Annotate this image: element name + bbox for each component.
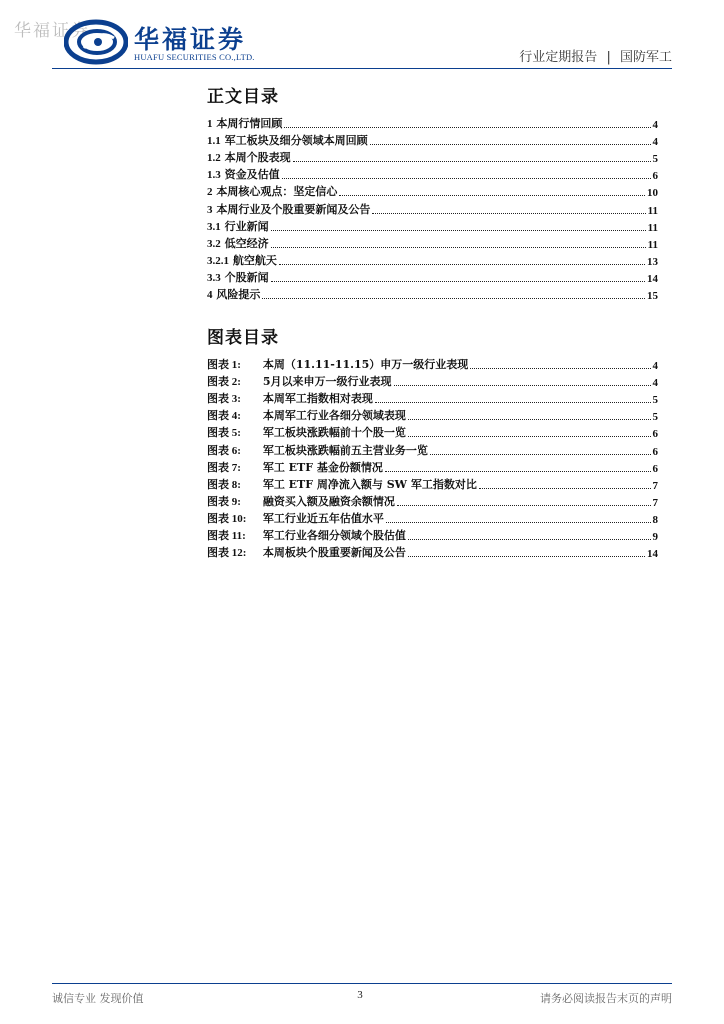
dot-leader xyxy=(470,367,650,369)
figure-entry[interactable] xyxy=(207,526,658,543)
figure-entry-page: 14 xyxy=(647,548,658,561)
figure-entry-label xyxy=(207,493,395,509)
toc-entry-page: 10 xyxy=(647,187,658,200)
toc-entry-label xyxy=(207,201,370,217)
dot-leader xyxy=(397,504,651,506)
dot-leader xyxy=(430,453,651,455)
figure-entry-number: 图表 2: xyxy=(207,376,241,389)
toc-entry-number: 3.2.1 xyxy=(207,254,229,267)
figure-entry[interactable] xyxy=(207,492,658,509)
figure-entry-text: 军工板块涨跌幅前十个股一览 xyxy=(262,426,406,440)
dot-leader xyxy=(293,160,651,162)
toc-entry-label xyxy=(207,115,282,131)
dot-leader xyxy=(394,384,651,386)
dot-leader xyxy=(370,143,651,145)
dot-leader xyxy=(284,126,650,128)
toc-entry[interactable] xyxy=(207,251,658,268)
toc-entry-label xyxy=(207,269,269,285)
toc-entry-page: 11 xyxy=(647,238,658,251)
figure-entry-label xyxy=(207,510,384,526)
toc-entry[interactable] xyxy=(207,217,658,234)
figure-entry-page: 9 xyxy=(652,531,658,544)
figure-entry-page: 6 xyxy=(652,428,658,441)
figure-entry-number: 图表 9: xyxy=(207,495,241,508)
toc-entry-page: 13 xyxy=(647,255,658,268)
toc-entry[interactable] xyxy=(207,131,658,148)
figure-entry[interactable] xyxy=(207,458,658,475)
dot-leader xyxy=(408,418,651,420)
figure-entry-text: 军工板块涨跌幅前五主营业务一览 xyxy=(262,443,428,457)
figure-entry-page: 5 xyxy=(652,411,658,424)
toc-entry-text: 本周行业及个股重要新闻及公告 xyxy=(216,202,371,216)
toc-entry-number: 3.1 xyxy=(207,220,221,233)
figure-entry-text: 军工 ETF 周净流入额与 SW 军工指数对比 xyxy=(262,477,477,491)
figures-list xyxy=(207,355,658,560)
figure-entry-text: 5月以来申万一级行业表现 xyxy=(262,375,392,389)
figure-entry[interactable] xyxy=(207,389,658,406)
figure-entry-label xyxy=(207,407,406,423)
toc-entry-text: 本周行情回顾 xyxy=(216,117,283,131)
figure-entry[interactable] xyxy=(207,543,658,560)
header-divider xyxy=(52,68,672,69)
toc-entry-text: 航空航天 xyxy=(232,253,277,267)
toc-entry[interactable] xyxy=(207,148,658,165)
toc-entry-page: 14 xyxy=(647,272,658,285)
toc-entry-label xyxy=(207,218,269,234)
dot-leader xyxy=(279,263,645,265)
dot-leader xyxy=(271,280,645,282)
toc-entry-number: 3.2 xyxy=(207,237,221,250)
dot-leader xyxy=(339,194,645,196)
toc-entry-text: 本周个股表现 xyxy=(224,151,291,165)
dot-leader xyxy=(375,401,651,403)
figure-entry[interactable] xyxy=(207,406,658,423)
toc-entry-number: 4 xyxy=(207,289,213,302)
figure-entry[interactable] xyxy=(207,509,658,526)
toc-entry-label xyxy=(207,132,368,148)
toc-list xyxy=(207,114,658,302)
figure-entry-page: 4 xyxy=(652,360,658,373)
toc-entry-page: 6 xyxy=(652,170,658,183)
figure-entry-text: 本周（11.11-11.15）申万一级行业表现 xyxy=(262,358,469,372)
figure-entry-label xyxy=(207,424,406,440)
toc-entry-text: 行业新闻 xyxy=(224,219,269,233)
figure-entry-number: 图表 1: xyxy=(207,359,241,372)
toc-entry-page: 4 xyxy=(652,136,658,149)
toc-entry[interactable] xyxy=(207,114,658,131)
figure-entry-text: 本周板块个股重要新闻及公告 xyxy=(262,546,406,560)
figure-entry[interactable] xyxy=(207,423,658,440)
toc-entry-text: 资金及估值 xyxy=(224,168,280,182)
toc-entry-number: 1 xyxy=(207,118,213,131)
toc-entry-label xyxy=(207,183,337,199)
dot-leader xyxy=(282,177,651,179)
company-logo xyxy=(64,18,274,68)
figure-entry-text: 融资买入额及融资余额情况 xyxy=(262,494,395,508)
dot-leader xyxy=(408,435,651,437)
footer-divider xyxy=(52,983,672,984)
toc-entry-text: 风险提示 xyxy=(216,288,261,302)
figure-entry-text: 本周军工指数相对表现 xyxy=(262,392,373,406)
figure-entry[interactable] xyxy=(207,440,658,457)
figure-entry-page: 6 xyxy=(652,445,658,458)
figure-entry-label xyxy=(207,544,406,560)
figures-title: 图表目录 xyxy=(207,328,279,348)
industry-name: 国防军工 xyxy=(619,50,672,65)
figure-entry-page: 5 xyxy=(652,394,658,407)
figure-entry-page: 7 xyxy=(652,496,658,509)
dot-leader xyxy=(262,297,645,299)
figure-entry-number: 图表 12: xyxy=(207,547,247,560)
toc-entry[interactable] xyxy=(207,268,658,285)
toc-entry-page: 5 xyxy=(652,153,658,166)
figure-entry-label xyxy=(207,459,383,475)
figure-entry-text: 军工行业近五年估值水平 xyxy=(262,511,384,525)
figure-entry-label xyxy=(207,527,406,543)
figure-entry-text: 军工行业各细分领域个股估值 xyxy=(262,529,406,543)
toc-entry-number: 1.2 xyxy=(207,152,221,165)
toc-entry-number: 1.1 xyxy=(207,135,221,148)
figure-entry[interactable] xyxy=(207,355,658,372)
figure-entry-label xyxy=(207,356,468,372)
toc-entry-number: 3 xyxy=(207,203,213,216)
figure-entry-page: 7 xyxy=(652,479,658,492)
dot-leader xyxy=(386,521,651,523)
figure-entry-page: 8 xyxy=(652,513,658,526)
toc-entry[interactable] xyxy=(207,182,658,199)
brand-name-en: HUAFU SECURITIES CO.,LTD. xyxy=(134,52,255,62)
toc-entry-text: 个股新闻 xyxy=(224,270,269,284)
figure-entry-label xyxy=(207,476,477,492)
dot-leader xyxy=(372,212,645,214)
watermark: 华福证券 xyxy=(14,21,90,41)
figure-entry-label xyxy=(207,373,392,389)
figure-entry-number: 图表 6: xyxy=(207,444,241,457)
figure-entry-label xyxy=(207,442,428,458)
toc-entry[interactable] xyxy=(207,234,658,251)
page-number: 3 xyxy=(357,989,363,1001)
brand-name-cn: 华福证券 xyxy=(134,25,247,54)
footer-disclaimer: 请务必阅读报告末页的声明 xyxy=(540,992,672,1005)
figure-entry-number: 图表 11: xyxy=(207,530,246,543)
toc-entry[interactable] xyxy=(207,165,658,182)
toc-title: 正文目录 xyxy=(207,87,279,107)
figure-entry-number: 图表 3: xyxy=(207,393,241,406)
toc-entry[interactable] xyxy=(207,285,658,302)
logo-mark-icon xyxy=(64,18,128,66)
toc-entry-text: 低空经济 xyxy=(224,236,269,250)
dot-leader xyxy=(408,538,651,540)
toc-entry-number: 3.3 xyxy=(207,271,221,284)
dot-leader xyxy=(271,246,646,248)
toc-entry[interactable] xyxy=(207,199,658,216)
header-report-info xyxy=(519,46,672,65)
figure-entry-number: 图表 10: xyxy=(207,512,247,525)
figure-entry[interactable] xyxy=(207,372,658,389)
toc-entry-label xyxy=(207,286,260,302)
toc-entry-page: 15 xyxy=(647,290,658,303)
figure-entry[interactable] xyxy=(207,475,658,492)
toc-entry-label xyxy=(207,235,269,251)
dot-leader xyxy=(408,555,645,557)
report-type: 行业定期报告 xyxy=(519,50,598,65)
footer-slogan: 诚信专业 发现价值 xyxy=(52,992,144,1005)
figure-entry-label xyxy=(207,390,373,406)
toc-entry-text: 军工板块及细分领域本周回顾 xyxy=(224,134,368,148)
dot-leader xyxy=(479,487,651,489)
toc-entry-text: 本周核心观点：坚定信心 xyxy=(216,185,338,199)
toc-entry-page: 4 xyxy=(652,119,658,132)
figure-entry-number: 图表 5: xyxy=(207,427,241,440)
dot-leader xyxy=(271,229,646,231)
figure-entry-number: 图表 7: xyxy=(207,461,241,474)
toc-entry-page: 11 xyxy=(647,221,658,234)
figure-entry-text: 军工 ETF 基金份额情况 xyxy=(262,460,383,474)
figure-entry-page: 6 xyxy=(652,462,658,475)
toc-entry-number: 1.3 xyxy=(207,169,221,182)
toc-entry-label xyxy=(207,252,277,268)
figure-entry-text: 本周军工行业各细分领域表现 xyxy=(262,409,406,423)
toc-entry-number: 2 xyxy=(207,186,213,199)
toc-entry-label xyxy=(207,149,291,165)
figure-entry-page: 4 xyxy=(652,377,658,390)
header-separator: | xyxy=(606,50,611,65)
dot-leader xyxy=(385,470,651,472)
figure-entry-number: 图表 4: xyxy=(207,410,241,423)
toc-entry-label xyxy=(207,166,280,182)
toc-entry-page: 11 xyxy=(647,204,658,217)
figure-entry-number: 图表 8: xyxy=(207,478,241,491)
